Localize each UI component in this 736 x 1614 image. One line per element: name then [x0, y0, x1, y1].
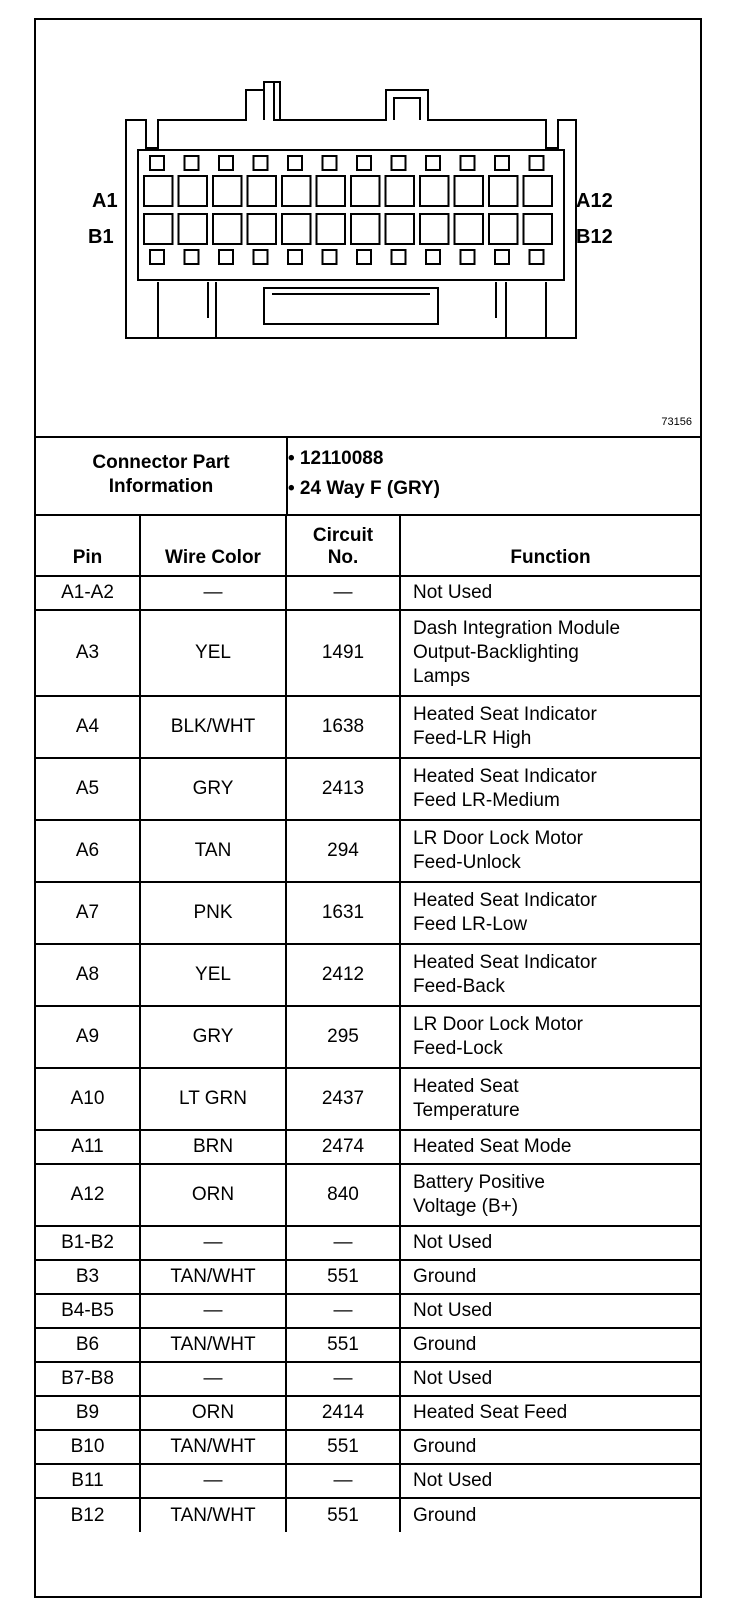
table-header-row	[36, 514, 700, 576]
function-cell	[400, 1464, 700, 1498]
circuit-cell: 551	[286, 1430, 400, 1464]
pinout-table	[36, 514, 700, 1532]
function-line: Heated Seat Indicator	[413, 952, 597, 973]
table-row	[36, 1294, 700, 1328]
circuit-cell: 551	[286, 1328, 400, 1362]
pin-latch-bottom	[185, 250, 199, 264]
pin-cavity-a	[144, 176, 173, 206]
pin-cavity-a	[282, 176, 311, 206]
circuit-cell: 1491	[286, 610, 400, 696]
function-line: Heated Seat Indicator	[413, 766, 597, 787]
function-line: Ground	[413, 1436, 477, 1457]
pin-cell: A1-A2	[36, 576, 140, 610]
table-row	[36, 758, 700, 820]
wire-color-cell: ORN	[140, 1396, 286, 1430]
pin-cell: A11	[36, 1130, 140, 1164]
function-line: Ground	[413, 1266, 477, 1287]
circuit-cell: 2414	[286, 1396, 400, 1430]
wire-color-cell: TAN/WHT	[140, 1498, 286, 1532]
function-line: Output-Backlighting	[413, 642, 579, 663]
pin-cavity-a	[317, 176, 346, 206]
circuit-cell: 551	[286, 1498, 400, 1532]
function-line: Heated Seat Indicator	[413, 890, 597, 911]
table-row	[36, 1260, 700, 1294]
pin-cell: B4-B5	[36, 1294, 140, 1328]
pin-cavity-b	[386, 214, 415, 244]
pin-cell: B6	[36, 1328, 140, 1362]
pin-cavity-b	[282, 214, 311, 244]
wire-color-cell: TAN/WHT	[140, 1430, 286, 1464]
function-cell	[400, 1006, 700, 1068]
pin-cell: A8	[36, 944, 140, 1006]
pinout-rows	[36, 576, 700, 1532]
wire-color-cell: BLK/WHT	[140, 696, 286, 758]
table-row	[36, 882, 700, 944]
header-circuit-line1: Circuit	[312, 525, 374, 546]
function-cell	[400, 1328, 700, 1362]
function-cell	[400, 1396, 700, 1430]
function-line: Not Used	[413, 582, 493, 603]
wire-color-cell: PNK	[140, 882, 286, 944]
connector-sheet	[34, 18, 702, 1598]
pin-cell: A3	[36, 610, 140, 696]
table-row	[36, 1498, 700, 1532]
pin-label-a1: A1	[92, 190, 118, 212]
wire-color-cell: ORN	[140, 1164, 286, 1226]
function-line: Not Used	[413, 1300, 493, 1321]
function-cell	[400, 1130, 700, 1164]
pin-latch-bottom	[357, 250, 371, 264]
pin-latch-top	[357, 156, 371, 170]
pin-label-a12: A12	[576, 190, 613, 212]
function-cell	[400, 820, 700, 882]
wire-color-cell: BRN	[140, 1130, 286, 1164]
table-row	[36, 696, 700, 758]
connector-part-label	[36, 436, 288, 514]
pin-cell: A12	[36, 1164, 140, 1226]
function-line: Feed-Unlock	[413, 852, 521, 873]
pin-cell: B7-B8	[36, 1362, 140, 1396]
wire-color-cell: TAN	[140, 820, 286, 882]
function-cell	[400, 1430, 700, 1464]
pin-latch-bottom	[288, 250, 302, 264]
wire-color-cell: —	[140, 1362, 286, 1396]
table-row	[36, 1396, 700, 1430]
function-cell	[400, 1164, 700, 1226]
circuit-cell: 2437	[286, 1068, 400, 1130]
function-line: LR Door Lock Motor	[413, 1014, 584, 1035]
pin-cavity-a	[386, 176, 415, 206]
pin-cavity-b	[317, 214, 346, 244]
pin-cavity-b	[524, 214, 553, 244]
function-line: Heated Seat Mode	[413, 1136, 572, 1157]
table-row	[36, 1328, 700, 1362]
pin-label-b12: B12	[576, 226, 613, 248]
pin-latch-bottom	[495, 250, 509, 264]
pin-cavity-b	[455, 214, 484, 244]
function-cell	[400, 576, 700, 610]
wire-color-cell: YEL	[140, 944, 286, 1006]
pin-latch-bottom	[254, 250, 268, 264]
pin-cavity-a	[351, 176, 380, 206]
circuit-cell: 295	[286, 1006, 400, 1068]
circuit-cell: 1631	[286, 882, 400, 944]
wire-color-cell: —	[140, 1294, 286, 1328]
function-cell	[400, 882, 700, 944]
function-cell	[400, 696, 700, 758]
pin-cell: A9	[36, 1006, 140, 1068]
table-row	[36, 820, 700, 882]
pin-latch-top	[323, 156, 337, 170]
table-row	[36, 1226, 700, 1260]
function-line: Lamps	[413, 666, 471, 687]
pin-latch-bottom	[426, 250, 440, 264]
pin-latch-top	[426, 156, 440, 170]
pin-cavity-b	[489, 214, 518, 244]
header-circuit-line2: No.	[327, 547, 359, 568]
circuit-cell: 1638	[286, 696, 400, 758]
part-number: • 12110088	[288, 448, 384, 469]
connector-part-values	[288, 444, 440, 504]
pin-latch-top	[254, 156, 268, 170]
function-line: Not Used	[413, 1232, 493, 1253]
pin-latch-bottom	[392, 250, 406, 264]
connector-diagram-panel	[36, 20, 700, 438]
pin-cavity-b	[179, 214, 208, 244]
function-cell	[400, 1068, 700, 1130]
pin-cell: A5	[36, 758, 140, 820]
pin-cavity-a	[524, 176, 553, 206]
pin-cell: B3	[36, 1260, 140, 1294]
function-line: Heated Seat Feed	[413, 1402, 568, 1423]
pin-cell: B10	[36, 1430, 140, 1464]
wire-color-cell: —	[140, 1226, 286, 1260]
wire-color-cell: GRY	[140, 1006, 286, 1068]
connector-part-label-line1: Connector Part	[92, 452, 230, 473]
pin-cavity-b	[351, 214, 380, 244]
table-row	[36, 1164, 700, 1226]
table-row	[36, 576, 700, 610]
function-cell	[400, 944, 700, 1006]
circuit-cell: 2413	[286, 758, 400, 820]
pin-cavity-a	[248, 176, 277, 206]
connector-part-label-line2: Information	[108, 476, 214, 497]
function-cell	[400, 758, 700, 820]
function-line: Ground	[413, 1504, 477, 1526]
function-line: Not Used	[413, 1368, 493, 1389]
function-line: Battery Positive	[413, 1172, 545, 1193]
function-line: LR Door Lock Motor	[413, 828, 584, 849]
wire-color-cell: TAN/WHT	[140, 1260, 286, 1294]
wire-color-cell: —	[140, 1464, 286, 1498]
table-row	[36, 1130, 700, 1164]
pin-latch-top	[219, 156, 233, 170]
function-cell	[400, 610, 700, 696]
circuit-cell: 2474	[286, 1130, 400, 1164]
wire-color-cell: LT GRN	[140, 1068, 286, 1130]
circuit-cell: —	[286, 1226, 400, 1260]
wire-color-cell: TAN/WHT	[140, 1328, 286, 1362]
header-circuit	[286, 514, 400, 576]
pin-cavity-b	[144, 214, 173, 244]
circuit-cell: —	[286, 1294, 400, 1328]
pin-latch-top	[461, 156, 475, 170]
pin-cavity-a	[489, 176, 518, 206]
connector-part-info	[36, 436, 700, 516]
pin-cell: B11	[36, 1464, 140, 1498]
pin-latch-top	[495, 156, 509, 170]
function-line: Feed-Lock	[413, 1038, 503, 1059]
pin-cell: B1-B2	[36, 1226, 140, 1260]
function-line: Dash Integration Module	[413, 618, 621, 639]
pin-cavity-a	[179, 176, 208, 206]
pin-cell: A6	[36, 820, 140, 882]
pin-latch-top	[530, 156, 544, 170]
wire-color-cell: —	[140, 576, 286, 610]
pin-latch-top	[150, 156, 164, 170]
pin-latch-bottom	[323, 250, 337, 264]
pin-label-b1: B1	[88, 226, 114, 248]
function-line: Heated Seat Indicator	[413, 704, 597, 725]
function-line: Feed-Back	[413, 976, 505, 997]
pin-latch-bottom	[530, 250, 544, 264]
function-line: Heated Seat	[413, 1076, 519, 1097]
pin-latch-bottom	[219, 250, 233, 264]
function-line: Feed-LR High	[413, 728, 532, 749]
circuit-cell: —	[286, 1362, 400, 1396]
connector-type: • 24 Way F (GRY)	[288, 478, 440, 499]
pin-cavity-a	[213, 176, 242, 206]
table-row	[36, 1068, 700, 1130]
circuit-cell: 2412	[286, 944, 400, 1006]
circuit-cell: —	[286, 576, 400, 610]
function-line: Feed LR-Medium	[413, 790, 560, 811]
function-cell	[400, 1260, 700, 1294]
function-cell	[400, 1226, 700, 1260]
pin-latch-top	[185, 156, 199, 170]
pin-cavity-b	[248, 214, 277, 244]
wire-color-cell: GRY	[140, 758, 286, 820]
function-line: Voltage (B+)	[413, 1196, 519, 1217]
function-line: Temperature	[413, 1100, 520, 1121]
circuit-cell: 551	[286, 1260, 400, 1294]
figure-number: 73156	[661, 416, 692, 428]
circuit-cell: 840	[286, 1164, 400, 1226]
function-line: Not Used	[413, 1470, 493, 1491]
header-function: Function	[400, 514, 700, 576]
pin-cavity-b	[420, 214, 449, 244]
function-cell	[400, 1362, 700, 1396]
wire-color-cell: YEL	[140, 610, 286, 696]
pin-cavity-a	[455, 176, 484, 206]
function-cell	[400, 1498, 700, 1532]
pin-cavity-b	[213, 214, 242, 244]
table-row	[36, 1362, 700, 1396]
pin-cell: B9	[36, 1396, 140, 1430]
header-wire-color: Wire Color	[140, 514, 286, 576]
circuit-cell: —	[286, 1464, 400, 1498]
pin-latch-top	[392, 156, 406, 170]
table-row	[36, 610, 700, 696]
pin-latch-top	[288, 156, 302, 170]
table-row	[36, 1006, 700, 1068]
pin-cell: A10	[36, 1068, 140, 1130]
pin-cell: B12	[36, 1498, 140, 1532]
circuit-cell: 294	[286, 820, 400, 882]
function-cell	[400, 1294, 700, 1328]
pin-cell: A4	[36, 696, 140, 758]
table-row	[36, 1430, 700, 1464]
function-line: Ground	[413, 1334, 477, 1355]
pin-latch-bottom	[150, 250, 164, 264]
header-pin: Pin	[36, 514, 140, 576]
pin-latch-bottom	[461, 250, 475, 264]
table-row	[36, 944, 700, 1006]
function-line: Feed LR-Low	[413, 914, 528, 935]
pin-cavity-a	[420, 176, 449, 206]
pin-cell: A7	[36, 882, 140, 944]
table-row	[36, 1464, 700, 1498]
